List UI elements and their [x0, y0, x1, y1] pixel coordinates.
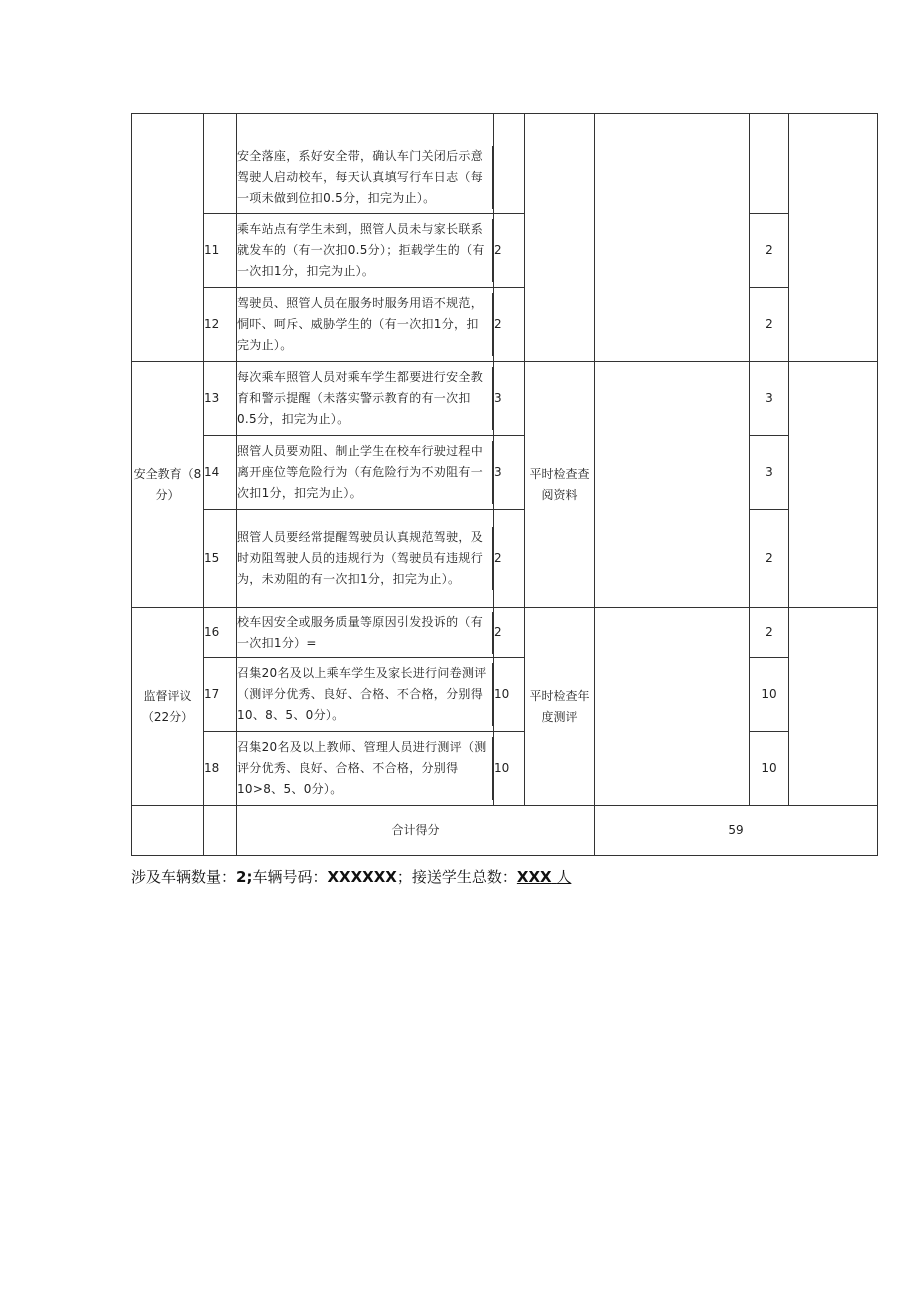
- table-row: [132, 362, 878, 436]
- blank-cell: [595, 362, 750, 608]
- item-points: 3: [494, 362, 525, 436]
- item-number: 17: [204, 658, 237, 732]
- blank-cell: [595, 114, 750, 362]
- item-description: 照管人员要经常提醒驾驶员认真规范驾驶，及时劝阻驾驶人员的违规行为（驾驶员有违规行为，未劝阻的有一次扣1分，扣完为止）。: [237, 527, 493, 590]
- students-unit: 人: [556, 868, 572, 886]
- item-points: 10: [494, 732, 525, 806]
- category-safety-education: 安全教育（8分）: [132, 362, 204, 608]
- item-score: 10: [750, 658, 789, 732]
- category-supervision: 监督评议（22分）: [132, 608, 204, 806]
- method-cell-empty: [525, 114, 595, 362]
- vehicles-label: 涉及车辆数量：: [131, 868, 237, 886]
- item-description: 召集20名及以上教师、管理人员进行测评（测评分优秀、良好、合格、不合格，分别得10>8、5、0分）。: [237, 737, 493, 800]
- remark-cell: [789, 114, 878, 362]
- item-number: 12: [204, 288, 237, 362]
- item-description: 召集20名及以上乘车学生及家长进行问卷测评（测评分优秀、良好、合格、不合格，分别得10、8、5、0分）。: [237, 663, 493, 726]
- item-number: 14: [204, 436, 237, 510]
- table-row: [132, 732, 878, 806]
- category-cell-empty: [132, 114, 204, 362]
- item-score: 2: [750, 288, 789, 362]
- item-points: [494, 114, 525, 214]
- students-label: ；接送学生总数：: [396, 868, 517, 886]
- item-points: 3: [494, 436, 525, 510]
- item-score: 3: [750, 362, 789, 436]
- item-score: 2: [750, 214, 789, 288]
- item-points: 10: [494, 658, 525, 732]
- item-points: 2: [494, 510, 525, 608]
- item-score: 2: [750, 510, 789, 608]
- item-number: 18: [204, 732, 237, 806]
- table-row: [132, 214, 878, 288]
- table-row: [132, 510, 878, 608]
- table-row: [132, 288, 878, 362]
- total-label: 合计得分: [237, 806, 595, 856]
- footer-summary: [131, 866, 571, 887]
- item-score: 2: [750, 608, 789, 658]
- plate-value: XXXXXX: [327, 868, 397, 886]
- item-points: 2: [494, 214, 525, 288]
- table-row: [132, 608, 878, 658]
- method-check-records: 平时检查查阅资料: [525, 362, 595, 608]
- total-empty-cell: [204, 806, 237, 856]
- item-number: 16: [204, 608, 237, 658]
- item-number: 13: [204, 362, 237, 436]
- assessment-table: [131, 113, 878, 856]
- item-description: 安全落座，系好安全带，确认车门关闭后示意驾驶人启动校车，每天认真填写行车日志（每一项未做到位扣0.5分，扣完为止）。: [237, 146, 493, 209]
- item-number: 15: [204, 510, 237, 608]
- item-description: 照管人员要劝阻、制止学生在校车行驶过程中离开座位等危险行为（有危险行为不劝阻有一次扣1分，扣完为止）。: [237, 441, 493, 504]
- table-row: [132, 658, 878, 732]
- students-value: XXX: [516, 868, 552, 886]
- item-score: 10: [750, 732, 789, 806]
- remark-cell: [789, 608, 878, 806]
- total-row: [132, 806, 878, 856]
- item-number: [204, 114, 237, 214]
- vehicles-value: 2;: [236, 868, 253, 886]
- item-points: 2: [494, 608, 525, 658]
- remark-cell: [789, 362, 878, 608]
- item-description: 乘车站点有学生未到，照管人员未与家长联系就发车的（有一次扣0.5分）；拒载学生的（有一次扣1分，扣完为止）。: [237, 219, 493, 282]
- table-row: [132, 114, 878, 214]
- blank-cell: [595, 608, 750, 806]
- item-number: 11: [204, 214, 237, 288]
- total-value: 59: [595, 806, 878, 856]
- table-row: [132, 436, 878, 510]
- item-score: [750, 114, 789, 214]
- item-points: 2: [494, 288, 525, 362]
- plate-label: 车辆号码：: [252, 868, 328, 886]
- method-check-annual: 平时检查年度测评: [525, 608, 595, 806]
- item-score: 3: [750, 436, 789, 510]
- item-description: 驾驶员、照管人员在服务时服务用语不规范，恫吓、呵斥、威胁学生的（有一次扣1分，扣完为止）。: [237, 293, 493, 356]
- item-description: 校车因安全或服务质量等原因引发投诉的（有一次扣1分）=: [237, 612, 493, 654]
- total-empty-cell: [132, 806, 204, 856]
- item-description: 每次乘车照管人员对乘车学生都要进行安全教育和警示提醒（未落实警示教育的有一次扣0.5分，扣完为止）。: [237, 367, 493, 430]
